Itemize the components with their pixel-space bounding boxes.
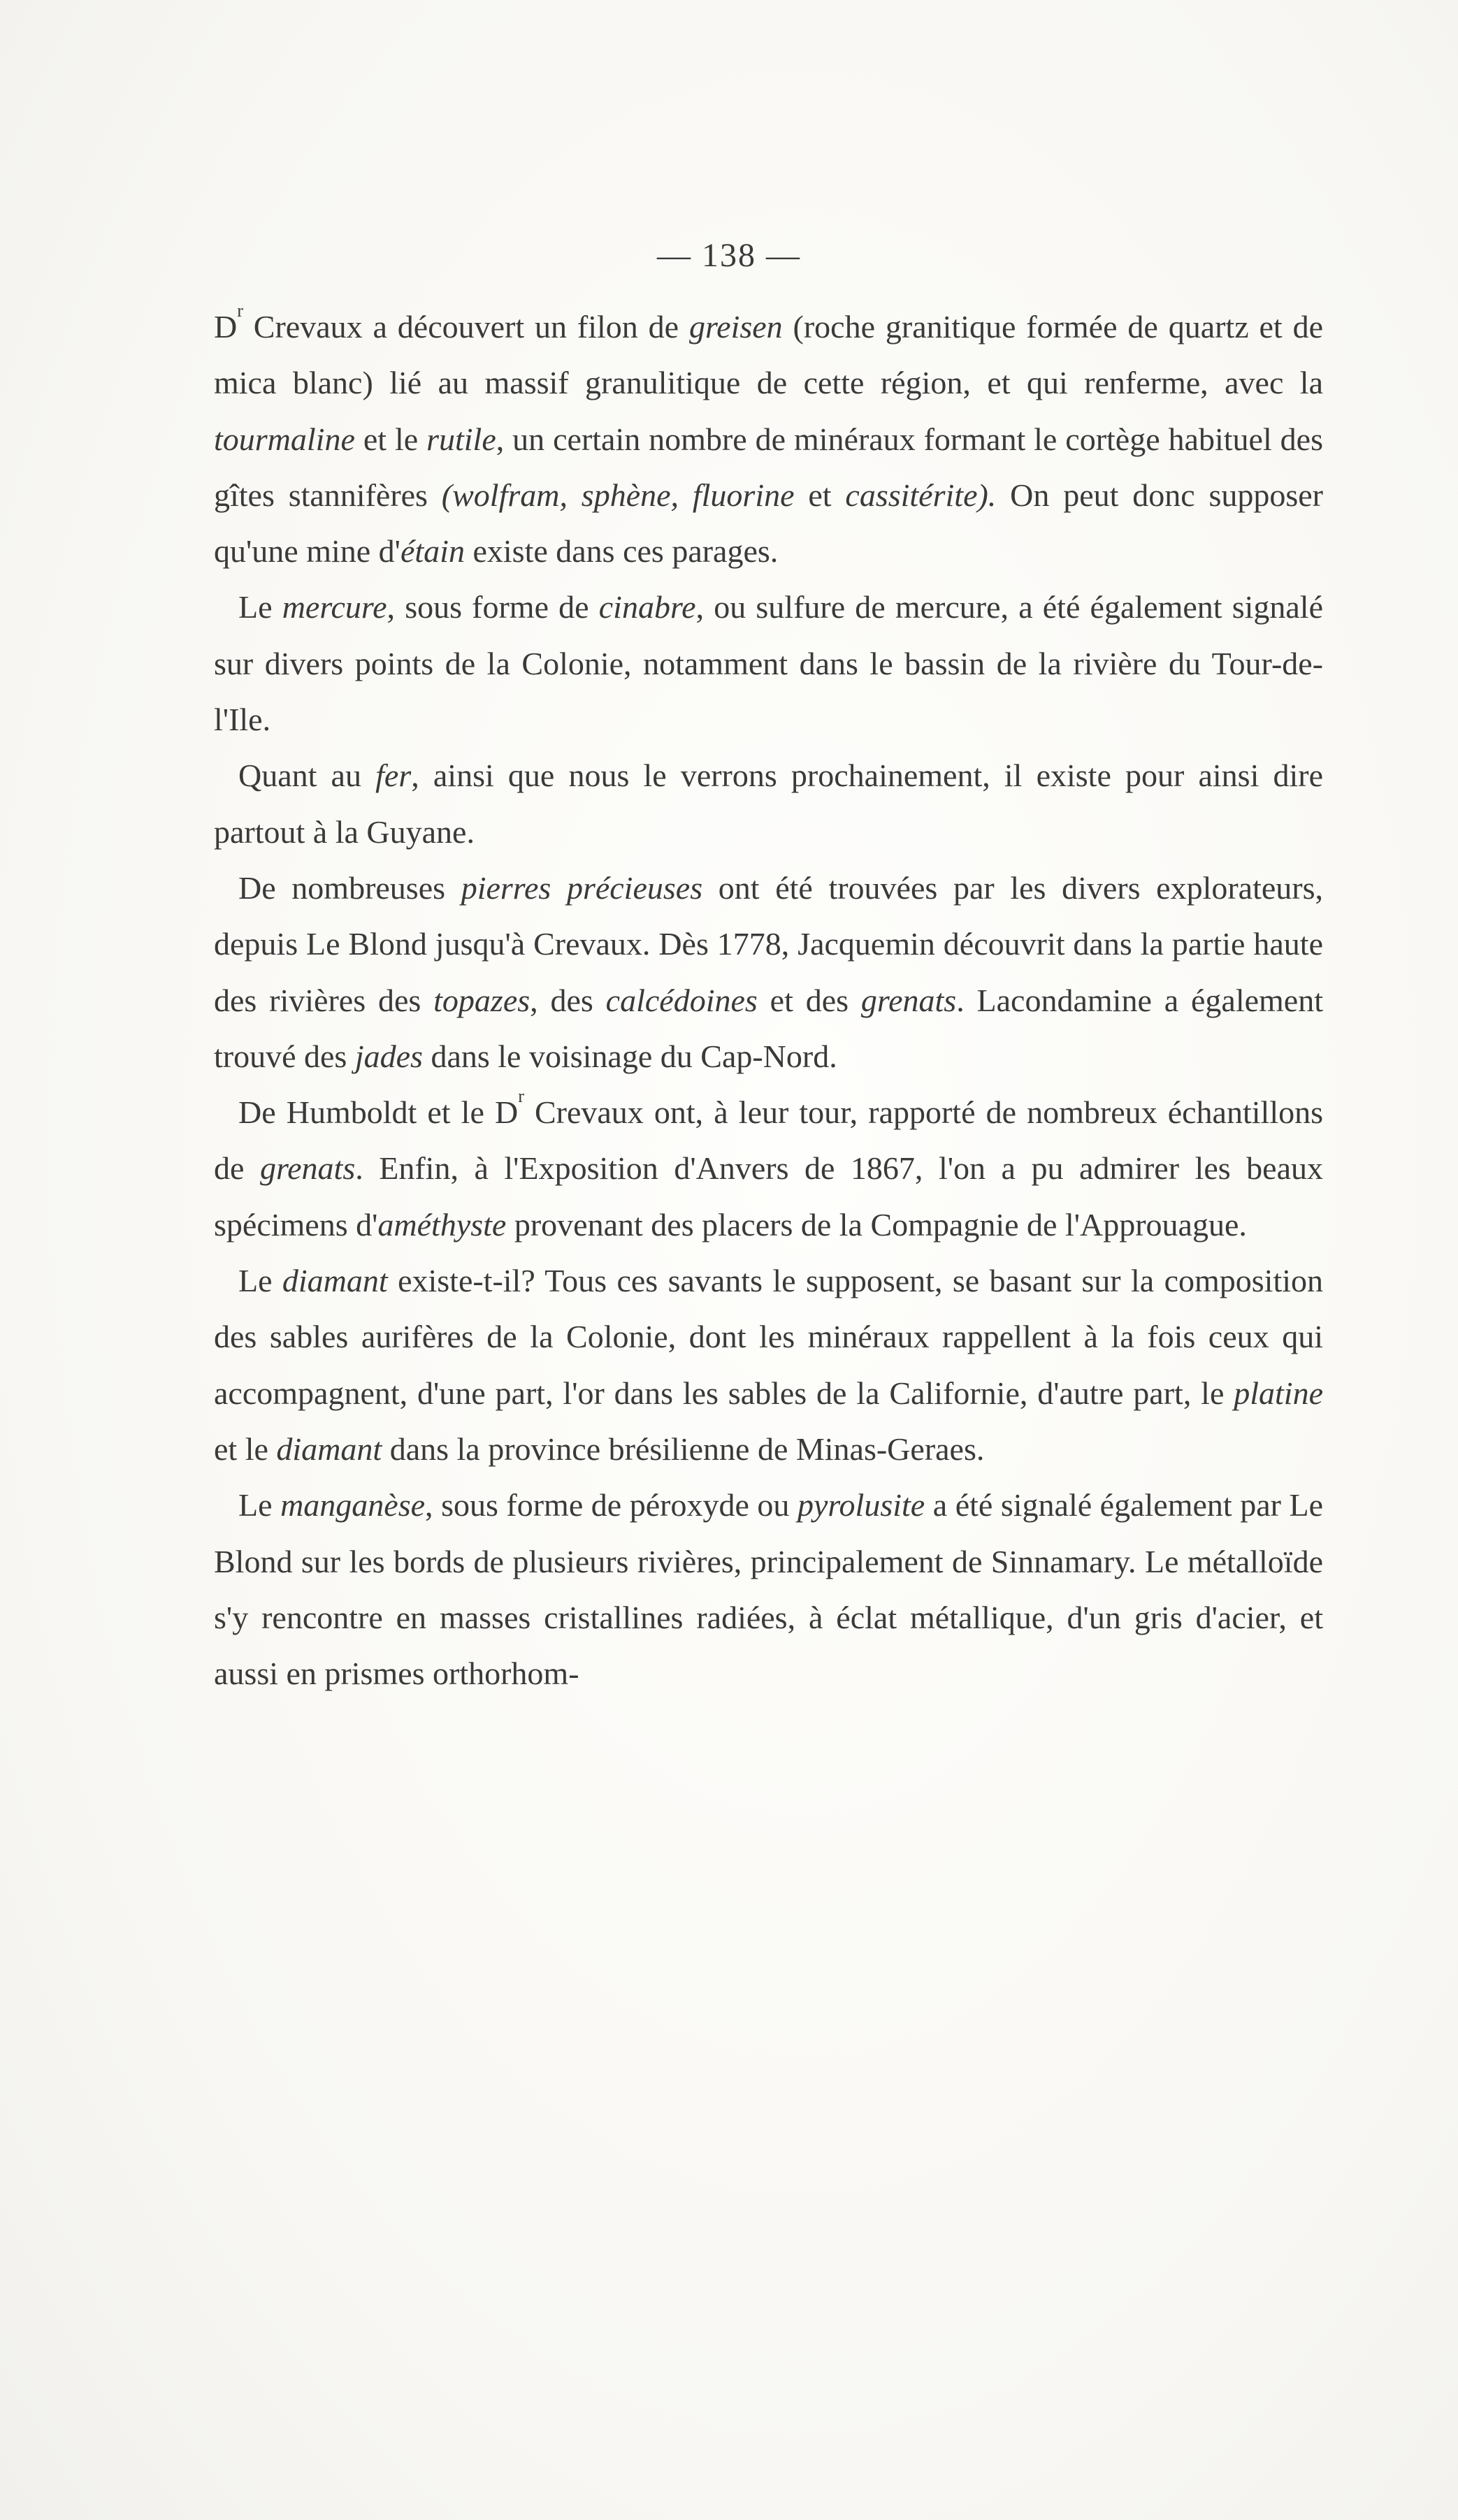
text-run: dans le voisinage du Cap-Nord.	[422, 1038, 837, 1074]
text-run: et le	[354, 421, 427, 457]
text-run: , ou sulfure de mercure, a été également signalé sur divers points de la Colonie, notamment dans le bassin de la rivière du Tour-de-l'Ile.	[214, 589, 1324, 738]
italic-term: diamant	[282, 1263, 388, 1299]
italic-term: calcédoines	[605, 982, 758, 1018]
text-run: Le	[238, 1263, 282, 1299]
text-run: Crevaux a découvert un filon de	[243, 309, 689, 345]
text-run: dans la province brésilienne de Minas-Geraes.	[382, 1431, 985, 1467]
italic-term: tourmaline	[214, 421, 355, 457]
italic-term: platine	[1234, 1375, 1323, 1411]
text-run: , des	[530, 982, 606, 1018]
text-run: Le	[238, 589, 282, 625]
italic-term: topazes	[433, 982, 530, 1018]
text-run: Quant au	[238, 758, 376, 794]
italic-term: pyrolusite	[797, 1487, 925, 1523]
page-number: — 138 —	[657, 237, 801, 274]
paragraph	[214, 1253, 1323, 1477]
text-run: , ainsi que nous le verrons prochainement, il existe pour ainsi dire partout à la Guyane.	[214, 758, 1324, 850]
paragraph	[214, 1477, 1323, 1702]
text-run: De nombreuses	[238, 869, 461, 906]
paragraph	[214, 860, 1323, 1085]
text-run: (roche granitique formée de quartz et de mica blanc) lié au massif granulitique de cette région, et qui renferme, avec la	[214, 309, 1323, 401]
text-run: ont été trouvées par les divers explorateurs, depuis Le Blond jusqu'à Crevaux. Dès 1778, Jacquemin découvrit dans la partie haute des rivières des	[214, 869, 1323, 1018]
paragraph	[214, 1085, 1323, 1253]
paragraph	[214, 299, 1323, 579]
italic-term: cinabre	[598, 589, 696, 625]
text-run: De Humboldt et le D	[238, 1094, 519, 1131]
text-run: et des	[757, 982, 861, 1018]
text-run: existe-t-il? Tous ces savants le supposent, se basant sur la composition des sables aurifères de la Colonie, dont les minéraux rappellent à la fois ceux qui accompagnent, d'une part, l'or dans les sables de la Californie, d'autre part, le	[214, 1263, 1324, 1411]
italic-term: fer	[375, 758, 412, 794]
italic-term: améthyste	[377, 1206, 507, 1243]
text-run: , sous forme de	[387, 589, 599, 625]
superscript-text: r	[518, 1085, 524, 1106]
italic-term: (wolfram, sphène, fluorine	[441, 477, 795, 513]
italic-term: cassitérite).	[845, 477, 997, 513]
text-run: . Lacondamine a également trouvé des	[214, 982, 1323, 1074]
text-run: existe dans ces parages.	[464, 533, 779, 570]
italic-term: étain	[400, 533, 465, 570]
italic-term: diamant	[276, 1431, 382, 1467]
italic-term: mercure	[282, 589, 387, 625]
text-run: provenant des placers de la Compagnie de l'Approuague.	[506, 1206, 1247, 1243]
italic-term: jades	[354, 1038, 423, 1074]
italic-term: pierres précieuses	[461, 869, 703, 906]
superscript-text: r	[237, 300, 243, 321]
italic-term: manganèse	[280, 1487, 426, 1523]
text-run: et le	[214, 1431, 277, 1467]
text-run: , sous forme de péroxyde ou	[425, 1487, 797, 1523]
text-run: Le	[238, 1487, 281, 1523]
text-run: On peut donc supposer qu'une mine d'	[214, 477, 1324, 570]
paragraph	[214, 579, 1323, 748]
text-run: . Enfin, à l'Exposition d'Anvers de 1867, l'on a pu admirer les beaux spécimens d'	[214, 1150, 1323, 1243]
italic-term: grenats	[259, 1150, 356, 1187]
italic-term: rutile	[426, 421, 496, 457]
text-run: , un certain nombre de minéraux formant le cortège habituel des gîtes stannifères	[214, 421, 1323, 513]
paragraph	[214, 748, 1323, 860]
body-text	[214, 299, 1323, 1702]
text-run: Crevaux ont, à leur tour, rapporté de nombreux échantillons de	[214, 1094, 1324, 1187]
text-run: D	[214, 309, 238, 345]
text-run: a été signalé également par Le Blond sur les bords de plusieurs rivières, principalement de Sinnamary. Le métalloïde s'y rencontre en masses cristallines radiées, à éclat métallique, d'un gris d'acier, et aussi en prismes orthorhom-	[214, 1487, 1324, 1692]
italic-term: greisen	[688, 309, 783, 345]
italic-term: grenats	[860, 982, 957, 1018]
text-run: et	[794, 477, 846, 513]
